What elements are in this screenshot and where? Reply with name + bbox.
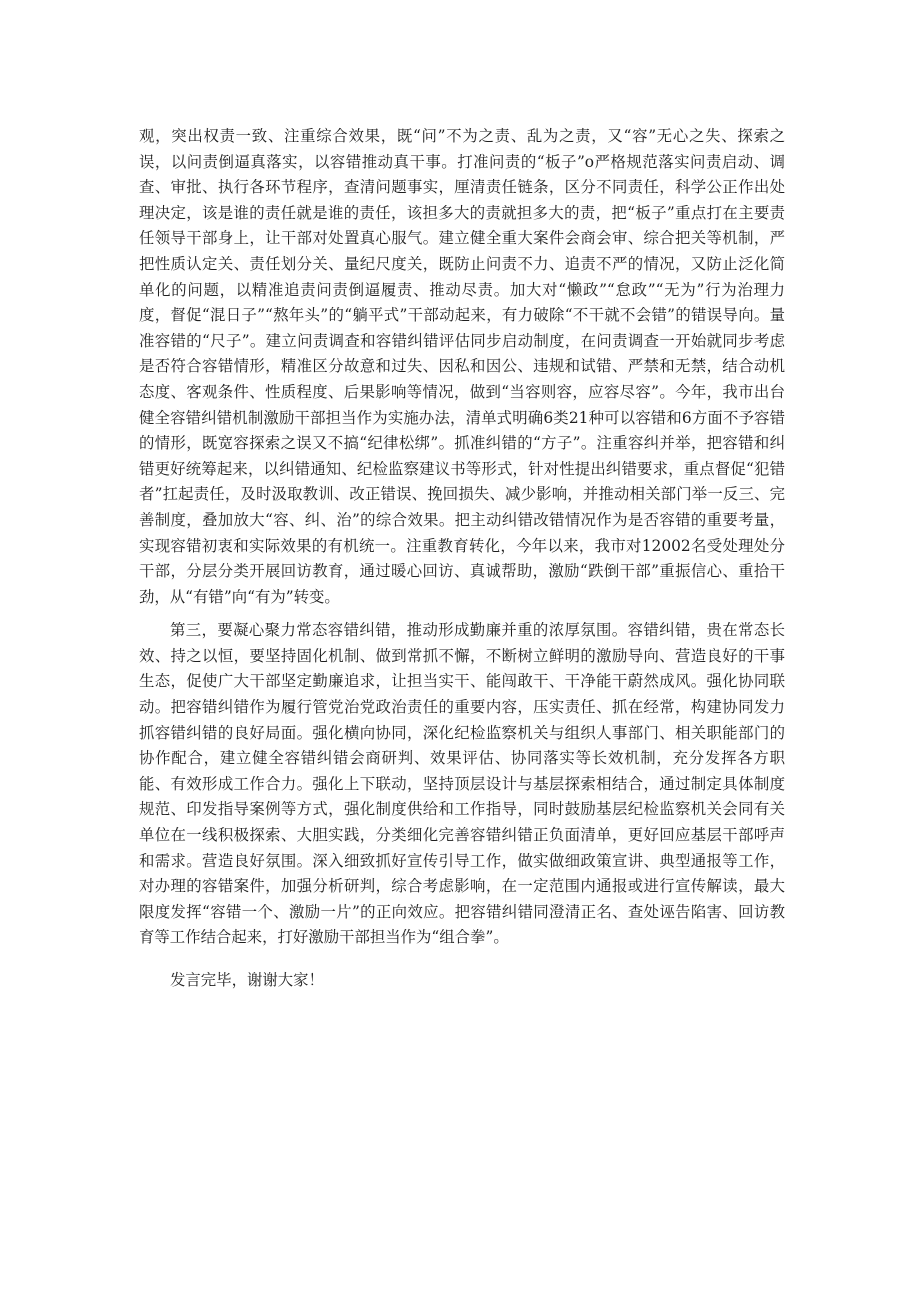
document-body bbox=[139, 124, 785, 994]
paragraph-closing: 发言完毕，谢谢大家！ bbox=[170, 971, 324, 989]
paragraph-accountability: 观，突出权责一致、注重综合效果，既“问”不为之责、乱为之责，又“容”无心之失、探索之误，以问责倒逼真落实，以容错推动真干事。打准问责的“板子”o严格规范落实问责启动、调查、审批、执行各环节程序，查清问题事实，厘清责任链条，区分不同责任，科学公正作出处理决定，该是谁的责任就是谁的责任，该担多大的责就担多大的责，把“板子”重点打在主要责任领导干部身上，让干部对处置真心服气。建立健全重大案件会商会审、综合把关等机制，严把性质认定关、责任划分关、量纪尺度关，既防止问责不力、追责不严的情况，又防止泛化简单化的问题，以精准追责问责倒逼履责、推动尽责。加大对“懒政”“怠政”“无为”行为治理力度，督促“混日子”“熬年头”的“躺平式”干部动起来，有力破除“不干就不会错”的错误导向。量准容错的“尺子”。建立问责调查和容错纠错评估同步启动制度，在问责调查一开始就同步考虑是否符合容错情形，精准区分故意和过失、因私和因公、违规和试错、严禁和无禁，结合动机态度、客观条件、性质程度、后果影响等情况，做到“当容则容，应容尽容”。今年，我市出台健全容错纠错机制激励干部担当作为实施办法，清单式明确6类21种可以容错和6方面不予容错的情形，既宽容探索之误又不搞“纪律松绑”。抓准纠错的“方子”。注重容纠并举，把容错和纠错更好统筹起来，以纠错通知、纪检监察建议书等形式，针对性提出纠错要求，重点督促“犯错者”扛起责任，及时汲取教训、改正错误、挽回损失、减少影响，并推动相关部门举一反三、完善制度，叠加放大“容、纠、治”的综合效果。把主动纠错改错情况作为是否容错的重要考量，实现容错初衷和实际效果的有机统一。注重教育转化，今年以来，我市对12002名受处理处分干部，分层分类开展回访教育，通过暖心回访、真诚帮助，激励“跌倒干部”重振信心、重拾干劲，从“有错”向“有为”转变。 bbox=[139, 127, 785, 606]
paragraph-third-point: 第三，要凝心聚力常态容错纠错，推动形成勤廉并重的浓厚氛围。容错纠错，贵在常态长效、持之以恒，要坚持固化机制、做到常抓不懈，不断树立鲜明的激励导向、营造良好的干事生态，促使广大干部坚定勤廉追求，让担当实干、能闯敢干、干净能干蔚然成风。强化协同联动。把容错纠错作为履行管党治党政治责任的重要内容，压实责任、抓在经常，构建协同发力抓容错纠错的良好局面。强化横向协同，深化纪检监察机关与组织人事部门、相关职能部门的协作配合，建立健全容错纠错会商研判、效果评估、协同落实等长效机制，充分发挥各方职能、有效形成工作合力。强化上下联动，坚持顶层设计与基层探索相结合，通过制定具体制度规范、印发指导案例等方式，强化制度供给和工作指导，同时鼓励基层纪检监察机关会同有关单位在一线积极探索、大胆实践，分类细化完善容错纠错正负面清单，更好回应基层干部呼声和需求。营造良好氛围。深入细致抓好宣传引导工作，做实做细政策宣讲、典型通报等工作，对办理的容错案件，加强分析研判，综合考虑影响，在一定范围内通报或进行宣传解读，最大限度发挥“容错一个、激励一片”的正向效应。把容错纠错同澄清正名、查处诬告陷害、回访教育等工作结合起来，打好激励干部担当作为“组合拳”。 bbox=[139, 621, 785, 947]
